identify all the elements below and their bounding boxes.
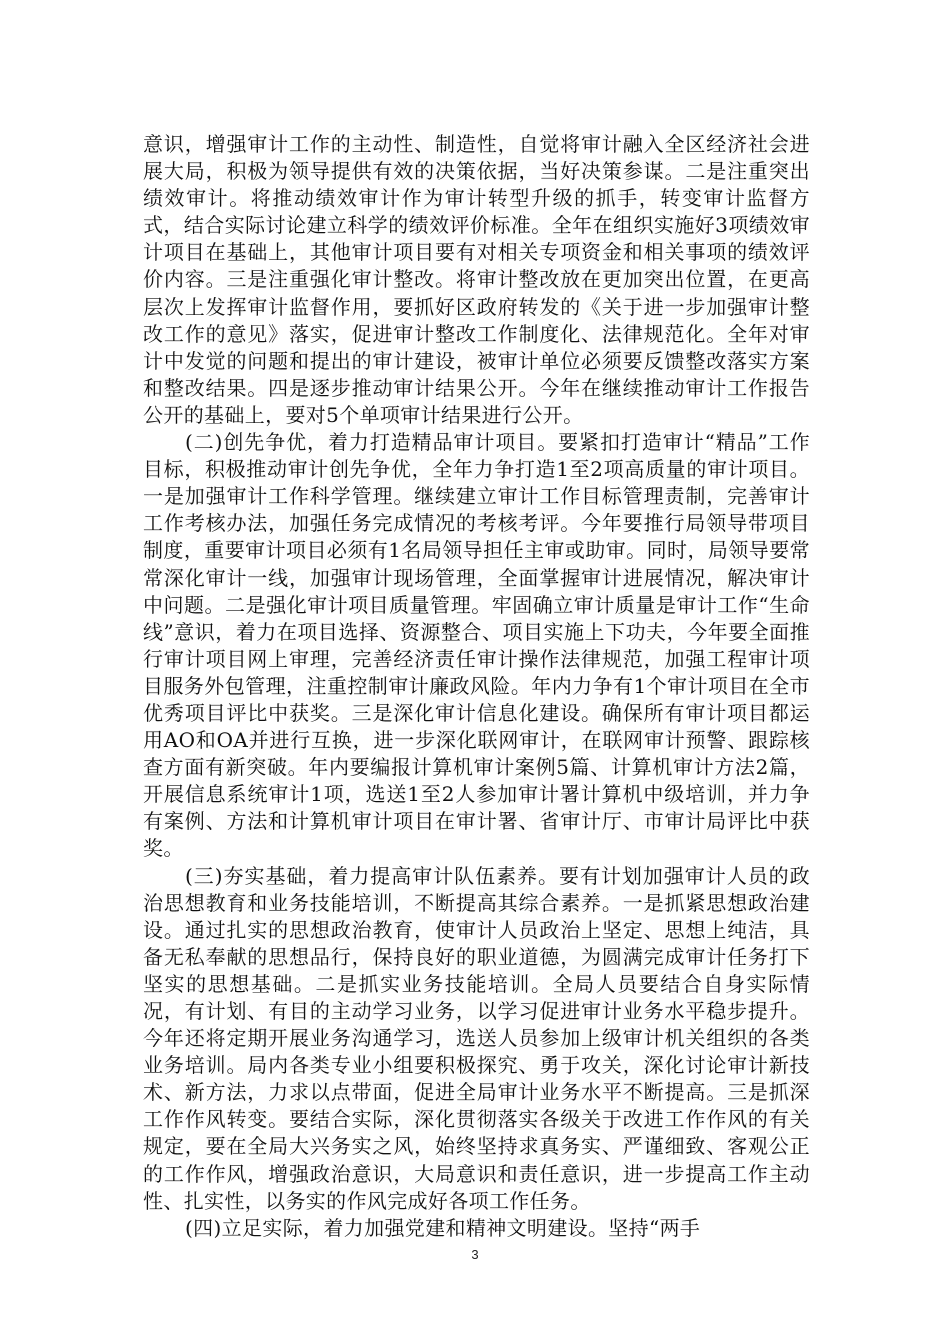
- page-number: 3: [471, 1247, 479, 1262]
- paragraph-section-three: (三)夯实基础，着力提高审计队伍素养。要有计划加强审计人员的政治思想教育和业务技能培训，不断提高其综合素养。一是抓紧思想政治建设。通过扎实的思想政治教育，使审计人员政治上坚定、思想上纯洁，具备无私奉献的思想品行，保持良好的职业道德，为圆满完成审计任务打下坚实的思想基础。二是抓实业务技能培训。全局人员要结合自身实际情况，有计划、有目的主动学习业务，以学习促进审计业务水平稳步提升。今年还将定期开展业务沟通学习，选送人员参加上级审计机关组织的各类业务培训。局内各类专业小组要积极探究、勇于攻关，深化讨论审计新技术、新方法，力求以点带面，促进全局审计业务水平不断提高。三是抓深工作作风转变。要结合实际，深化贯彻落实各级关于改进工作作风的有关规定，要在全局大兴务实之风，始终坚持求真务实、严谨细致、客观公正的工作作风，增强政治意识，大局意识和责任意识，进一步提高工作主动性、扎实性，以务实的作风完成好各项工作任务。: [143, 863, 810, 1213]
- paragraph-section-four: (四)立足实际，着力加强党建和精神文明建设。坚持“两手: [185, 1215, 701, 1240]
- paragraph-section-two: (二)创先争优，着力打造精品审计项目。要紧扣打造审计“精品”工作目标，积极推动审计创先争优，全年力争打造1至2项高质量的审计项目。一是加强审计工作科学管理。继续建立审计工作目标管理责制，完善审计工作考核办法，加强任务完成情况的考核考评。今年要推行局领导带项目制度，重要审计项目必须有1名局领导担任主审或助审。同时，局领导要常常深化审计一线，加强审计现场管理，全面掌握审计进展情况，解决审计中问题。二是强化审计项目质量管理。牢固确立审计质量是审计工作“生命线”意识，着力在项目选择、资源整合、项目实施上下功夫，今年要全面推行审计项目网上审理，完善经济责任审计操作法律规范，加强工程审计项目服务外包管理，注重控制审计廉政风险。年内力争有1个审计项目在全市优秀项目评比中获奖。三是深化审计信息化建设。确保所有审计项目都运用AO和OA并进行互换，进一步深化联网审计，在联网审计预警、跟踪核查方面有新突破。年内要编报计算机审计案例5篇、计算机审计方法2篇，开展信息系统审计1项，选送1至2人参加审计署计算机中级培训，并力争有案例、方法和计算机审计项目在审计署、省审计厅、市审计局评比中获奖。: [143, 430, 810, 861]
- body-text: [143, 131, 810, 1242]
- paragraph-continuation: 意识，增强审计工作的主动性、制造性，自觉将审计融入全区经济社会进展大局，积极为领导提供有效的决策依据，当好决策参谋。二是注重突出绩效审计。将推动绩效审计作为审计转型升级的抓手，转变审计监督方式，结合实际讨论建立科学的绩效评价标准。全年在组织实施好3项绩效审计项目在基础上，其他审计项目要有对相关专项资金和相关事项的绩效评价内容。三是注重强化审计整改。将审计整改放在更加突出位置，在更高层次上发挥审计监督作用，要抓好区政府转发的《关于进一步加强审计整改工作的意见》落实，促进审计整改工作制度化、法律规范化。全年对审计中发觉的问题和提出的审计建设，被审计单位必须要反馈整改落实方案和整改结果。四是逐步推动审计结果公开。今年在继续推动审计工作报告公开的基础上，要对5个单项审计结果进行公开。: [143, 132, 810, 427]
